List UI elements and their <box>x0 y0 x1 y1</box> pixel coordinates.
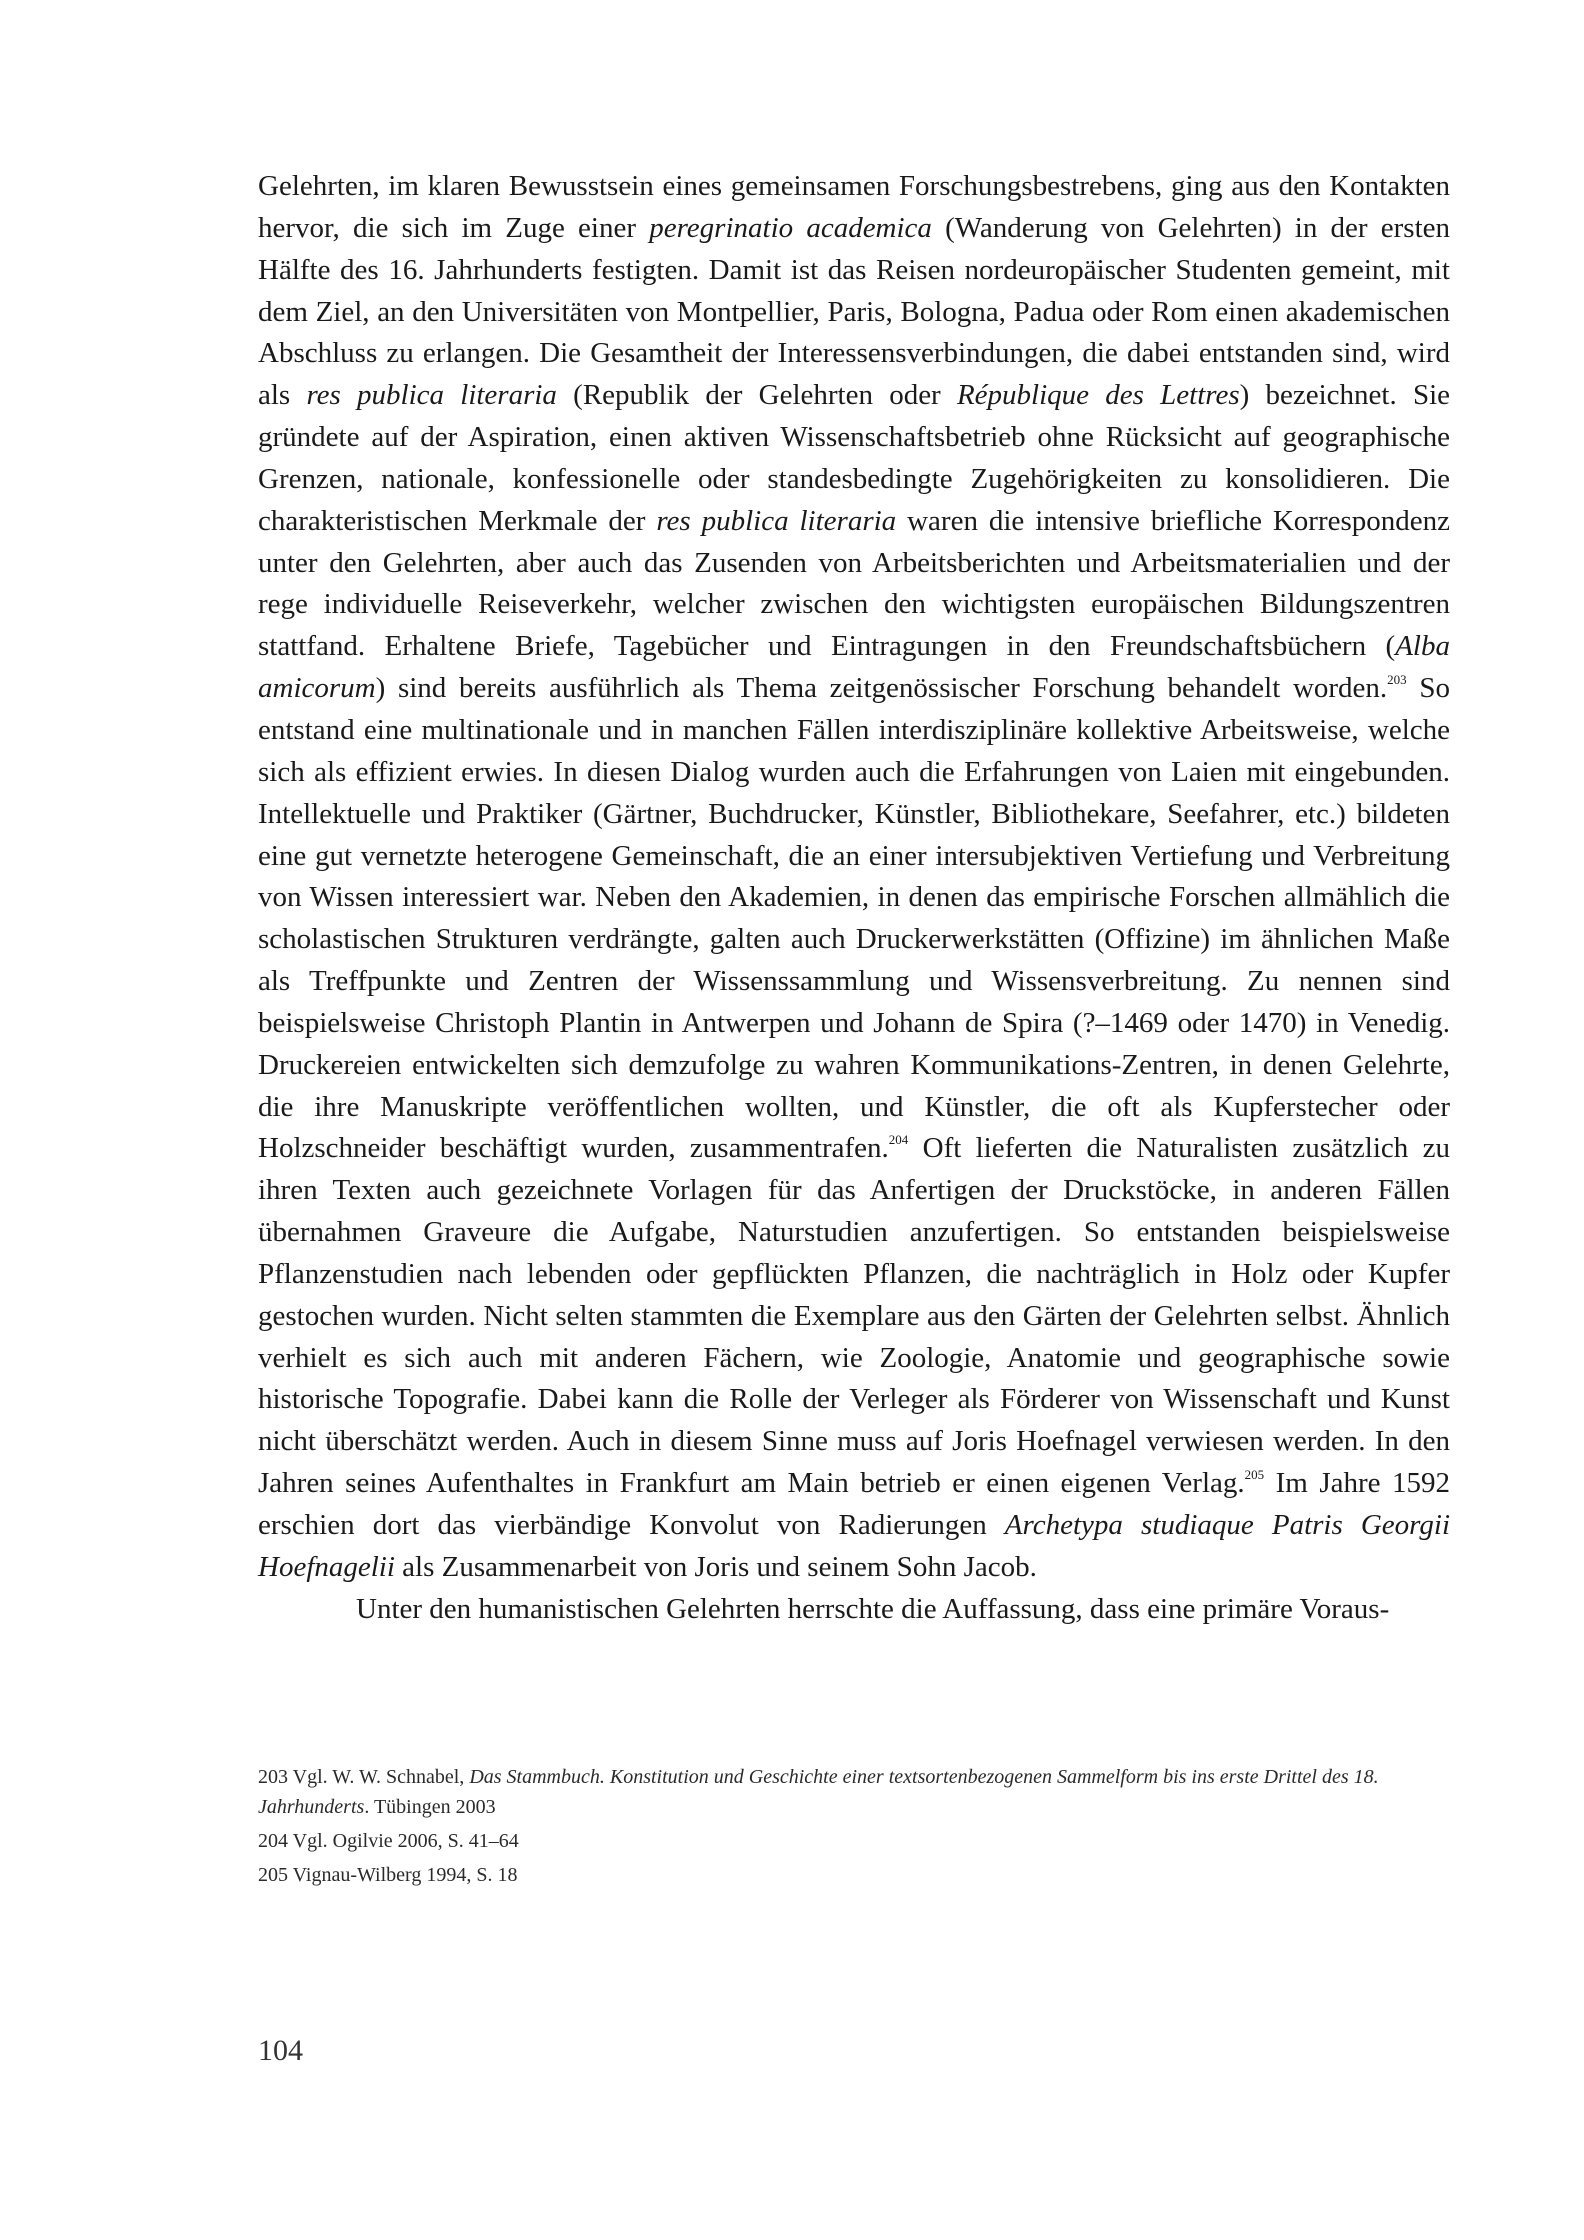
text-run: waren die intensive briefliche Korrespondenz unter den Gelehrten, aber auch das Zusenden von Arbeitsberichten und Arbeitsmaterialien und der rege individuelle Reiseverkehr, welcher zwischen den wichtigsten europäischen Bildungszentren stattfand. Erhaltene Briefe, Tagebücher und Eintragungen in den Freundschaftsbüchern ( <box>258 504 1451 663</box>
italic-term: Alba amicorum <box>258 630 1450 705</box>
footnote-203 <box>258 1762 1450 1822</box>
footnote-text: Vignau-Wilberg 1994, S. 18 <box>288 1864 518 1886</box>
text-run: ) bezeichnet. Sie gründete auf der Aspiration, einen aktiven Wissenschaftsbetrieb ohne Rücksicht auf geographische Grenzen, nationale, konfessionelle oder standesbedingte Zugehörigkeiten zu konsolidieren. Die charakteristischen Merkmale der <box>258 379 1451 537</box>
footnote-205 <box>258 1860 1450 1890</box>
paragraph-2: Unter den humanistischen Gelehrten herrschte die Auffassung, dass eine primäre Voraus- <box>356 1592 1390 1625</box>
footnote-text: Vgl. Ogilvie 2006, S. 41–64 <box>288 1830 519 1852</box>
footnote-number: 204 <box>258 1830 288 1852</box>
page-number: 104 <box>258 2034 303 2067</box>
text-run: Gelehrten, im klaren Bewusstsein eines gemeinsamen Forschungsbestrebens, ging aus den Kontakten hervor, die sich im Zuge einer <box>258 170 1450 244</box>
footnote-ref-203: 203 <box>1387 672 1407 688</box>
italic-term: République des Lettres <box>956 379 1240 412</box>
text-run: Oft lieferten die Naturalisten zusätzlich zu ihren Texten auch gezeichnete Vorlagen für das Anfertigen der Druckstöcke, in anderen Fällen übernahmen Graveure die Aufgabe, Naturstudien anzufertigen. So entstanden beispielsweise Pflanzenstudien nach lebenden oder gepflückten Pflanzen, die nachträglich in Holz oder Kupfer gestochen wurden. Nicht selten stammten die Exemplare aus den Gärten der Gelehrten selbst. Ähnlich verhielt es sich auch mit anderen Fächern, wie Zoologie, Anatomie und geographische sowie historische Topografie. Dabei kann die Rolle der Verleger als Förderer von Wissenschaft und Kunst nicht überschätzt werden. Auch in diesem Sinne muss auf Joris Hoefnagel verwiesen werden. In den Jahren seines Aufenthaltes in Frankfurt am Main betrieb er einen eigenen Verlag. <box>258 1132 1450 1500</box>
text-run: (Republik der Gelehrten oder <box>556 379 957 412</box>
italic-term: Archetypa studiaque Patris Georgii Hoefnagelii <box>258 1509 1450 1583</box>
footnote-number: 205 <box>258 1864 288 1886</box>
main-text <box>258 166 1450 1631</box>
footnotes <box>258 1762 1450 1894</box>
footnote-text: . Tübingen 2003 <box>364 1796 496 1818</box>
footnote-ref-204: 204 <box>888 1132 909 1148</box>
italic-term: res publica literaria <box>656 504 897 537</box>
footnote-title: Das Stammbuch. Konstitution und Geschichte einer textsortenbezogenen Sammelform bis ins erste Drittel des 18. Jahrhunderts <box>258 1766 1379 1818</box>
footnote-204 <box>258 1826 1450 1856</box>
footnote-text: Vgl. W. W. Schnabel, <box>288 1766 470 1788</box>
paragraph-1 <box>258 166 1450 1589</box>
text-run: als Zusammenarbeit von Joris und seinem Sohn Jacob. <box>394 1550 1037 1583</box>
text-run: Im Jahre 1592 erschien dort das vierbändige Konvolut von Radierungen <box>258 1467 1450 1541</box>
footnote-ref-205: 205 <box>1244 1467 1265 1483</box>
text-run: ) sind bereits ausführlich als Thema zeitgenössischer Forschung behandelt worden. <box>375 672 1388 705</box>
text-run: So entstand eine multinationale und in manchen Fällen interdisziplinäre kollektive Arbeitsweise, welche sich als effizient erwies. In diesen Dialog wurden auch die Erfahrungen von Laien mit eingebunden. Intellektuelle und Praktiker (Gärtner, Buchdrucker, Künstler, Bibliothekare, Seefahrer, etc.) bildeten eine gut vernetzte heterogene Gemeinschaft, die an einer intersubjektiven Vertiefung und Verbreitung von Wissen interessiert war. Neben den Akademien, in denen das empirische Forschen allmählich die scholastischen Strukturen verdrängte, galten auch Druckerwerkstätten (Offizine) im ähnlichen Maße als Treffpunkte und Zentren der Wissenssammlung und Wissensverbreitung. Zu nennen sind beispielsweise Christoph Plantin in Antwerpen und Johann de Spira (?–1469 oder 1470) in Venedig. Druckereien entwickelten sich demzufolge zu wahren Kommunikations-Zentren, in denen Gelehrte, die ihre Manuskripte veröffentlichen wollten, und Künstler, die oft als Kupferstecher oder Holzschneider beschäftigt wurden, zusammentrafen. <box>258 672 1450 1165</box>
italic-term: res publica literaria <box>306 379 557 412</box>
text-run: (Wanderung von Gelehrten) in der ersten Hälfte des 16. Jahrhunderts festigten. Damit ist das Reisen nordeuropäischer Studenten gemeint, mit dem Ziel, an den Universitäten von Montpellier, Paris, Bologna, Padua oder Rom einen akademischen Abschluss zu erlangen. Die Gesamtheit der Interessensverbindungen, die dabei entstanden sind, wird als <box>258 211 1450 412</box>
italic-term: peregrinatio academica <box>649 211 932 244</box>
footnote-number: 203 <box>258 1766 288 1788</box>
